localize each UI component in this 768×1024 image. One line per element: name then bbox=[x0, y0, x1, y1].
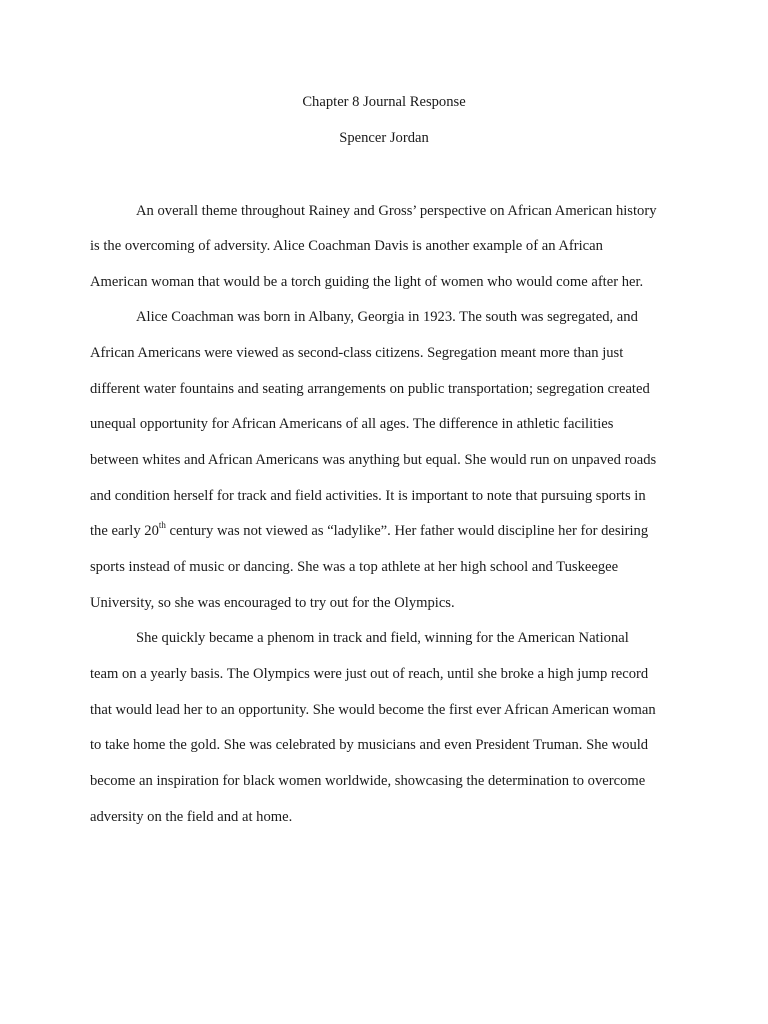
paragraph-line bbox=[90, 522, 648, 540]
ordinal-superscript: th bbox=[158, 520, 166, 531]
paragraph-line: is the overcoming of adversity. Alice Coachman Davis is another example of an African bbox=[90, 238, 603, 254]
paragraph-line: African Americans were viewed as second-class citizens. Segregation meant more than just bbox=[90, 345, 624, 361]
paragraph-line: Alice Coachman was born in Albany, Georgia in 1923. The south was segregated, and bbox=[136, 309, 638, 325]
document-author: Spencer Jordan bbox=[339, 130, 429, 146]
line-text-start: the early 20 bbox=[90, 523, 159, 539]
paragraph-line: and condition herself for track and field activities. It is important to note that pursuing sports in bbox=[90, 488, 646, 504]
paragraph-line: She quickly became a phenom in track and field, winning for the American National bbox=[136, 630, 629, 646]
paragraph-line: unequal opportunity for African Americans of all ages. The difference in athletic facilities bbox=[90, 416, 614, 432]
paragraph-line: sports instead of music or dancing. She was a top athlete at her high school and Tuskeegee bbox=[90, 559, 619, 575]
document-title: Chapter 8 Journal Response bbox=[302, 94, 466, 110]
paragraph-line: to take home the gold. She was celebrated by musicians and even President Truman. She would bbox=[90, 737, 649, 753]
paragraph-line: University, so she was encouraged to try out for the Olympics. bbox=[90, 595, 455, 611]
paragraph-line: adversity on the field and at home. bbox=[90, 809, 293, 825]
paragraph-line: between whites and African Americans was anything but equal. She would run on unpaved roads bbox=[90, 452, 657, 468]
line-text-end: century was not viewed as “ladylike”. Her father would discipline her for desiring bbox=[165, 523, 649, 539]
paragraph-line: different water fountains and seating arrangements on public transportation; segregation created bbox=[90, 381, 650, 397]
paragraph-line: American woman that would be a torch guiding the light of women who would come after her. bbox=[90, 274, 644, 290]
paragraph-line: An overall theme throughout Rainey and Gross’ perspective on African American history bbox=[136, 203, 657, 219]
paragraph-line: that would lead her to an opportunity. She would become the first ever African American woman bbox=[90, 702, 656, 718]
paragraph-line: become an inspiration for black women worldwide, showcasing the determination to overcome bbox=[90, 773, 646, 789]
paragraph-line: team on a yearly basis. The Olympics were just out of reach, until she broke a high jump record bbox=[90, 666, 649, 682]
